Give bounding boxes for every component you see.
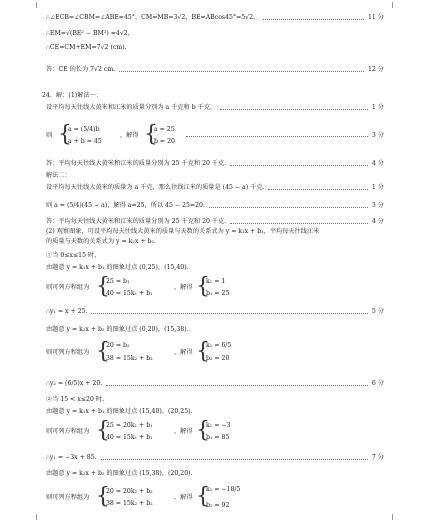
crop-mark-top-right (392, 2, 403, 8)
answer-line: 答：平均每天往线大黄米和江米的质量分别为 25 千克和 20 千克. 4 分 (46, 218, 384, 225)
points-label: 6 分 (371, 380, 384, 387)
crop-mark-top-left (26, 2, 37, 8)
equation-system: 则可列方程组为 { 25 = b₁ 40 = 15k₁ + b₁ ，解得 { k₁ = 1 b₁ = 25 (46, 274, 230, 299)
equation-system: 则可列方程组为 { 25 = 20k₁ + b₁ 40 = 15k₁ + b₁ ，解得 { k₁ = −3 b₁ = 85 (46, 418, 231, 443)
solution-line: 由题意 y = k₁x + b₁ 的图象过点 (15,40)，(20,25). (46, 408, 193, 415)
solution-line: 的质量与天数的关系式为 y = k₂x + b₂. (46, 238, 156, 245)
result-line: ∴y₁ = −3x + 85. 7 分 (46, 454, 384, 461)
solution-line: (2) 观察图象，可设平均每天往线大黄米的质量与天数的关系式为 y = k₁x + b₁，平均每天往线江米 (46, 228, 320, 235)
result-line: ∴y₁ = x + 25. 5 分 (46, 308, 384, 315)
solution-line: ∴∠ECB=∠CBM=∠ABE=45°，CM=MB=3√2，BE=ABcos45°=5√2， 11 分 (46, 14, 384, 21)
points-label: 7 分 (371, 454, 384, 461)
answer-line: 答：平均每天往线大黄米和江米的质量分别为 25 千克和 20 千克. 4 分 (46, 160, 384, 167)
equation-system: 则 { a = (5/4)b a + b = 45 ，解得 { a = 25 b = 20 3 分 (46, 122, 384, 147)
points-label: 4 分 (371, 160, 384, 167)
points-label: 3 分 (371, 132, 384, 139)
answer-line: 答：CE 的长为 7√2 cm. 12 分 (46, 66, 384, 73)
points-label: 1 分 (371, 104, 384, 111)
case-heading: ②当 15 < x≤20 时， (46, 396, 109, 403)
solution-line: 由题意 y = k₂x + b₂ 的图象过点 (0,20)，(15,38). (46, 326, 189, 333)
question-heading: 24．解：(1)解法一： (42, 92, 102, 99)
points-label: 5 分 (371, 308, 384, 315)
solution-line: ∴EM=√(BE² − BM²) =4√2， (46, 30, 134, 37)
case-heading: ①当 0≤x≤15 时， (46, 252, 101, 259)
solution-line: ∴CE=CM+EM=7√2 (cm). (46, 44, 127, 51)
equation-system: 则可列方程组为 { 20 = 20k₂ + b₂ 38 = 15k₂ + b₂ ，解得 { k₂ = −18/5 b₂ = 92 (46, 484, 241, 509)
solution-line: 由题意 y = k₁x + b₁ 的图象过点 (0,25)，(15,40). (46, 264, 189, 271)
solution-line: 设平均每天往线大黄米的质量为 a 千克，那么往线江米的质量是 (45 − a) 千克. 1 分 (46, 184, 384, 191)
crop-mark-bottom-right (392, 514, 403, 520)
equation-system: 则可列方程组为 { 20 = b₂ 38 = 15k₂ + b₂ ，解得 { k₂ = 6/5 b₂ = 20 (46, 339, 232, 364)
result-line: ∴y₂ = (6/5)x + 20. 6 分 (46, 380, 384, 387)
points-label: 1 分 (371, 184, 384, 191)
points-label: 11 分 (367, 14, 384, 21)
solution-line: 设平均每天往线大黄米和江米的质量分别为 a 千克和 b 千克， 1 分 (46, 104, 384, 111)
points-label: 12 分 (367, 66, 384, 73)
solution-line: 则 a = (5/4)(45 − a)，解得 a=25，所以 45 − 25=20. 3 分 (46, 202, 384, 209)
points-label: 4 分 (371, 218, 384, 225)
points-label: 3 分 (371, 202, 384, 209)
solution-line: 由题意 y = k₂x + b₂ 的图象过点 (15,38)，(20,20). (46, 470, 193, 477)
crop-mark-bottom-left (26, 514, 37, 520)
solution-line: 解法二： (46, 172, 71, 179)
